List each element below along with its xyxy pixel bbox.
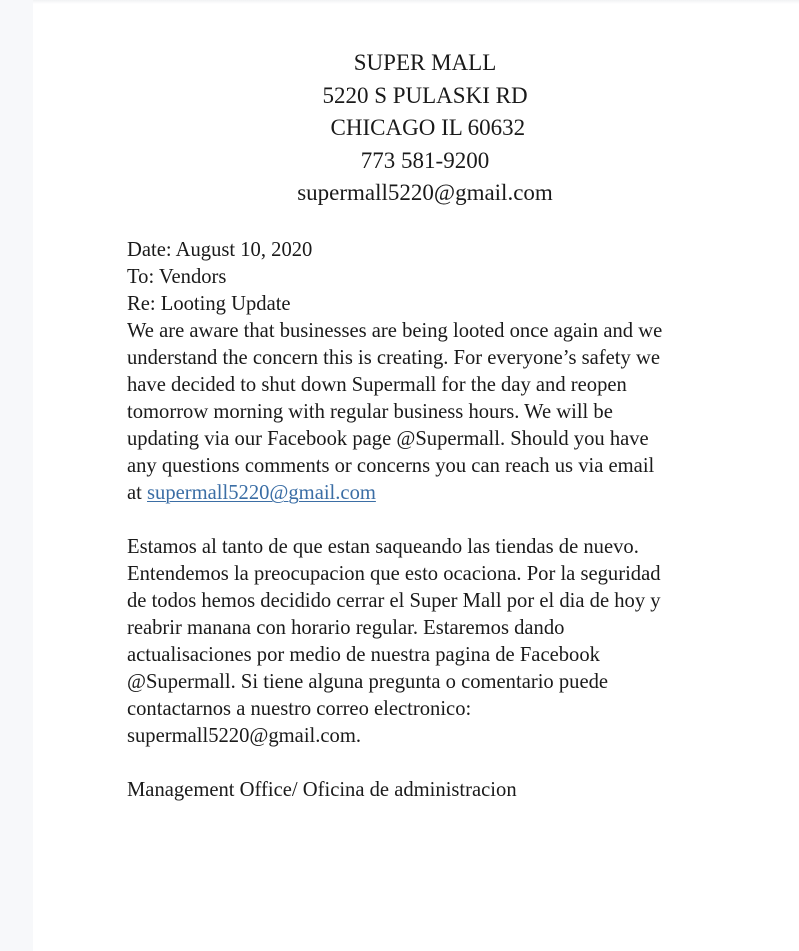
paragraph-spacer (127, 507, 747, 534)
spanish-line: Entendemos la preocupacion que esto ocaciona. Por la seguridad (127, 563, 661, 585)
spanish-line: reabrir manana con horario regular. Estaremos dando (127, 617, 565, 639)
letterhead-city-state-zip: CHICAGO IL 60632 (324, 115, 526, 140)
memo-to: To: Vendors (127, 266, 227, 288)
letterhead-street-address: 5220 S PULASKI RD (322, 82, 528, 108)
english-line: tomorrow morning with regular business hours. We will be (127, 401, 613, 423)
memo-subject: Re: Looting Update (127, 293, 291, 315)
english-line: any questions comments or concerns you can reach us via email (127, 455, 655, 477)
spanish-paragraph (127, 534, 747, 750)
paragraph-spacer (127, 750, 747, 777)
email-link[interactable]: supermall5220@gmail.com (147, 482, 376, 504)
signature: Management Office/ Oficina de administracion (127, 779, 517, 801)
spanish-line: Estamos al tanto de que estan saqueando las tiendas de nuevo. (127, 536, 639, 558)
spanish-line: de todos hemos decidido cerrar el Super Mall por el dia de hoy y (127, 590, 661, 612)
letterhead-phone: 773 581-9200 (360, 147, 490, 173)
spanish-line: actualisaciones por medio de nuestra pagina de Facebook (127, 644, 600, 666)
letterhead-email: supermall5220@gmail.com (297, 180, 553, 205)
page-top-shadow (33, 0, 799, 4)
english-line: updating via our Facebook page @Supermall. Should you have (127, 428, 649, 450)
email-prefix: at (127, 482, 148, 504)
spanish-line: contactarnos a nuestro correo electronico: (127, 698, 472, 720)
viewer-left-gutter (0, 0, 33, 951)
english-line-with-email (127, 480, 747, 507)
letterhead-business-name: SUPER MALL (353, 50, 497, 75)
letterhead (33, 47, 799, 210)
spanish-line: supermall5220@gmail.com. (127, 725, 362, 747)
english-line: understand the concern this is creating. For everyone’s safety we (127, 347, 660, 369)
english-line: We are aware that businesses are being looted once again and we (127, 320, 663, 342)
memo-body (127, 237, 747, 804)
english-line: have decided to shut down Supermall for the day and reopen (127, 374, 627, 396)
english-paragraph (127, 318, 747, 507)
memo-date: Date: August 10, 2020 (127, 239, 313, 261)
spanish-line: @Supermall. Si tiene alguna pregunta o comentario puede (127, 671, 609, 693)
